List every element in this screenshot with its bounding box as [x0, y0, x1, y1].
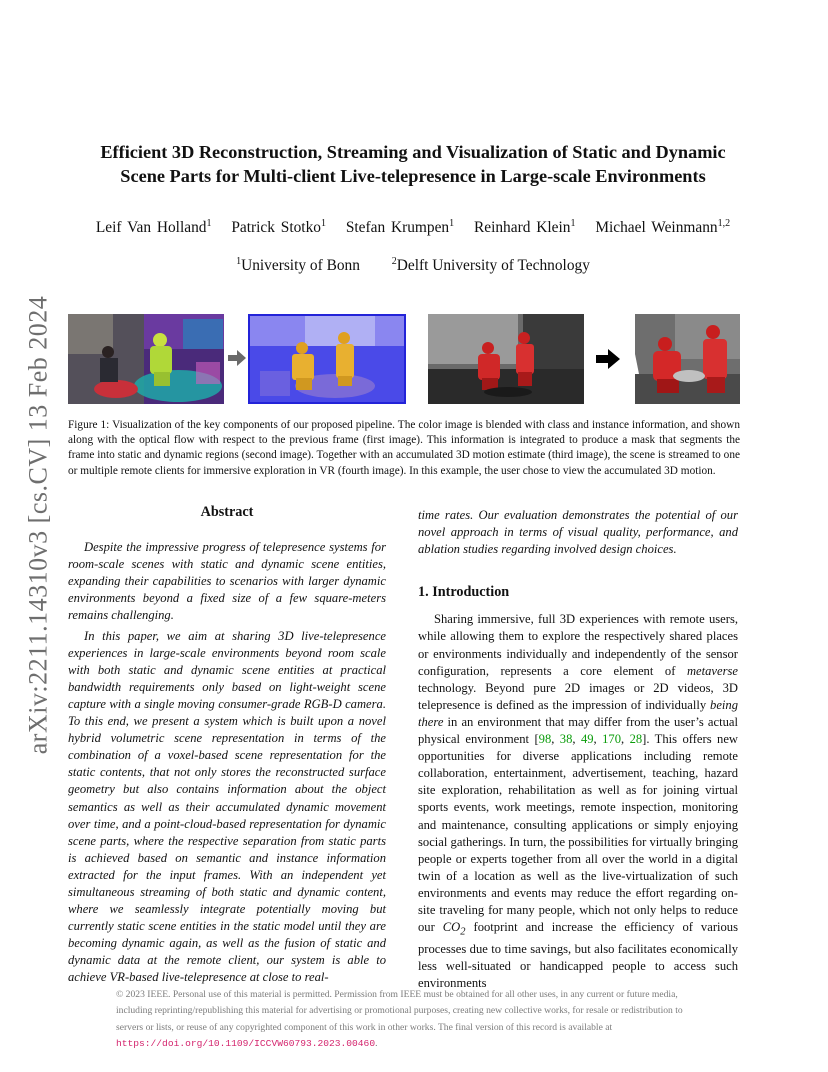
affiliation: $^2$Delft University of Technology [391, 256, 590, 275]
right-column [418, 507, 738, 992]
citation-link[interactable]: 98 [538, 732, 552, 747]
affiliations [60, 256, 766, 275]
copyright-notice: © 2023 IEEE. Personal use of this material is permitted. Permission from IEEE must be obtained for all other uses, in any current or future media, including reprinting/republishing this material for advertising or promotional purposes, creating new collective works, for resale or redistribution to servers or lists, or reuse of any copyrighted component of this work in other works. The final version of this record is available at https://doi.org/10.1109/ICCVW60793.2023.00460. [116, 989, 683, 1049]
author: Patrick Stotko$^1$ [231, 218, 326, 237]
abstract-heading: Abstract [200, 504, 254, 520]
citation-link[interactable]: 28 [629, 732, 643, 747]
introduction-paragraph: Sharing immersive, full 3D experiences with remote users, while allowing them to explore the respectively shared places or environments individually and independently of the sensor configuration, represents a core element of metaverse technology. Beyond pure 2D images or 2D videos, 3D telepresence is defined as the impression of individually being there in an environment that may differ from the user’s actual physical environment [98, 38, 49, 170, 28]. This offers new opportunities for diverse applications including remote collaboration, entertainment, advertisement, teaching, hazard site exploration, rehabilitation as well as for joining virtual sports events, work meetings, remote inspection, monitoring and maintenance, consulting applications or simply enjoying social gatherings. In turn, the possibilities for virtually bringing people or experts together from all over the world in a digital twin of a location as well as the live-virtualization of such environments and events may reduce the effort regarding on-site traveling for many people, which not only helps to reduce our $CO_2$ footprint and increase the efficiency of various processes due to time savings, but also facilitates economically less well-situated or handicapped people to access such environments [418, 612, 739, 990]
citation-link[interactable]: 38 [559, 732, 573, 747]
author: Michael Weinmann$^{1,2}$ [595, 218, 731, 237]
arrow-right-icon [596, 349, 620, 374]
abstract-paragraph-1: Despite the impressive progress of telepresence systems for room-scale scenes with static and dynamic scene entities, expanding their capabilities to scenarios with larger dynamic environments beyond a fixed size of a few square-meters remains challenging. [68, 540, 386, 623]
citation-link[interactable]: 170 [602, 732, 621, 747]
left-column [68, 504, 386, 987]
figure-image-motion [428, 314, 584, 404]
author: Stefan Krumpen$^1$ [345, 218, 455, 237]
author-list [60, 218, 766, 237]
abstract-paragraph-2: In this paper, we aim at sharing 3D live-telepresence experiences in large-scale environments beyond room scale with both static and dynamic scene entities at practical bandwidth requirements only based on light-weight scene capture with a single moving consumer-grade RGB-D camera. To this end, we present a system which is built upon a novel hybrid volumetric scene representation in terms of the combination of a voxel-based scene representation for the static contents, that not only stores the reconstructed surface geometry but also contains information about the object semantics as well as their accumulated dynamic movement over time, and a point-cloud-based representation for dynamic scene parts, where the respective separation from static parts is achieved based on semantic and instance information extracted for the input frames. With an independent yet simultaneous streaming of both static and dynamic content, where we seamlessly integrate potentially moving but currently static scene entities in the static model until they are becoming dynamic again, as well as the fusion of static and dynamic data at the remote client, our system is able to achieve VR-based live-telepresence at close to real- [68, 628, 386, 985]
introduction-heading: 1. Introduction [418, 584, 510, 601]
figure-caption: Figure 1: Visualization of the key components of our proposed pipeline. The color image is blended with class and instance information, and shown along with the optical flow with respect to the previous frame (first image). This information is integrated to produce a mask that segments the frame into static and dynamic regions (second image). Together with an accumulated 3D motion estimate (third image), the scene is streamed to one or multiple remote clients for immersive exploration in VR (fourth image). In this example, the user chose to view the accumulated 3D motion. [68, 419, 740, 477]
arxiv-identifier: arXiv:2211.14310v3 [cs.CV] 13 Feb 2024 [23, 295, 52, 755]
arrow-right-icon [228, 350, 246, 371]
title-line-2: Scene Parts for Multi-client Live-telepresence in Large-scale Environments [120, 166, 706, 186]
title-line-1: Efficient 3D Reconstruction, Streaming and Visualization of Static and Dynamic [100, 142, 726, 162]
affiliation: $^1$University of Bonn [236, 256, 360, 275]
author: Reinhard Klein$^1$ [473, 218, 576, 237]
abstract-paragraph-2-continued: time rates. Our evaluation demonstrates the potential of our novel approach in terms of visual quality, performance, and ablation studies regarding involved design choices. [418, 508, 738, 557]
author: Leif Van Holland$^1$ [95, 218, 212, 237]
figure-image-vr-view [635, 314, 740, 404]
doi-link[interactable]: https://doi.org/10.1109/ICCVW60793.2023.00460 [116, 1037, 376, 1049]
figure-1 [68, 314, 740, 404]
figure-image-mask [248, 314, 406, 404]
paper-title [60, 140, 766, 188]
figure-image-color-flow [68, 314, 224, 404]
citation-link[interactable]: 49 [580, 732, 594, 747]
co2-formula: $CO_2$ [442, 920, 466, 938]
